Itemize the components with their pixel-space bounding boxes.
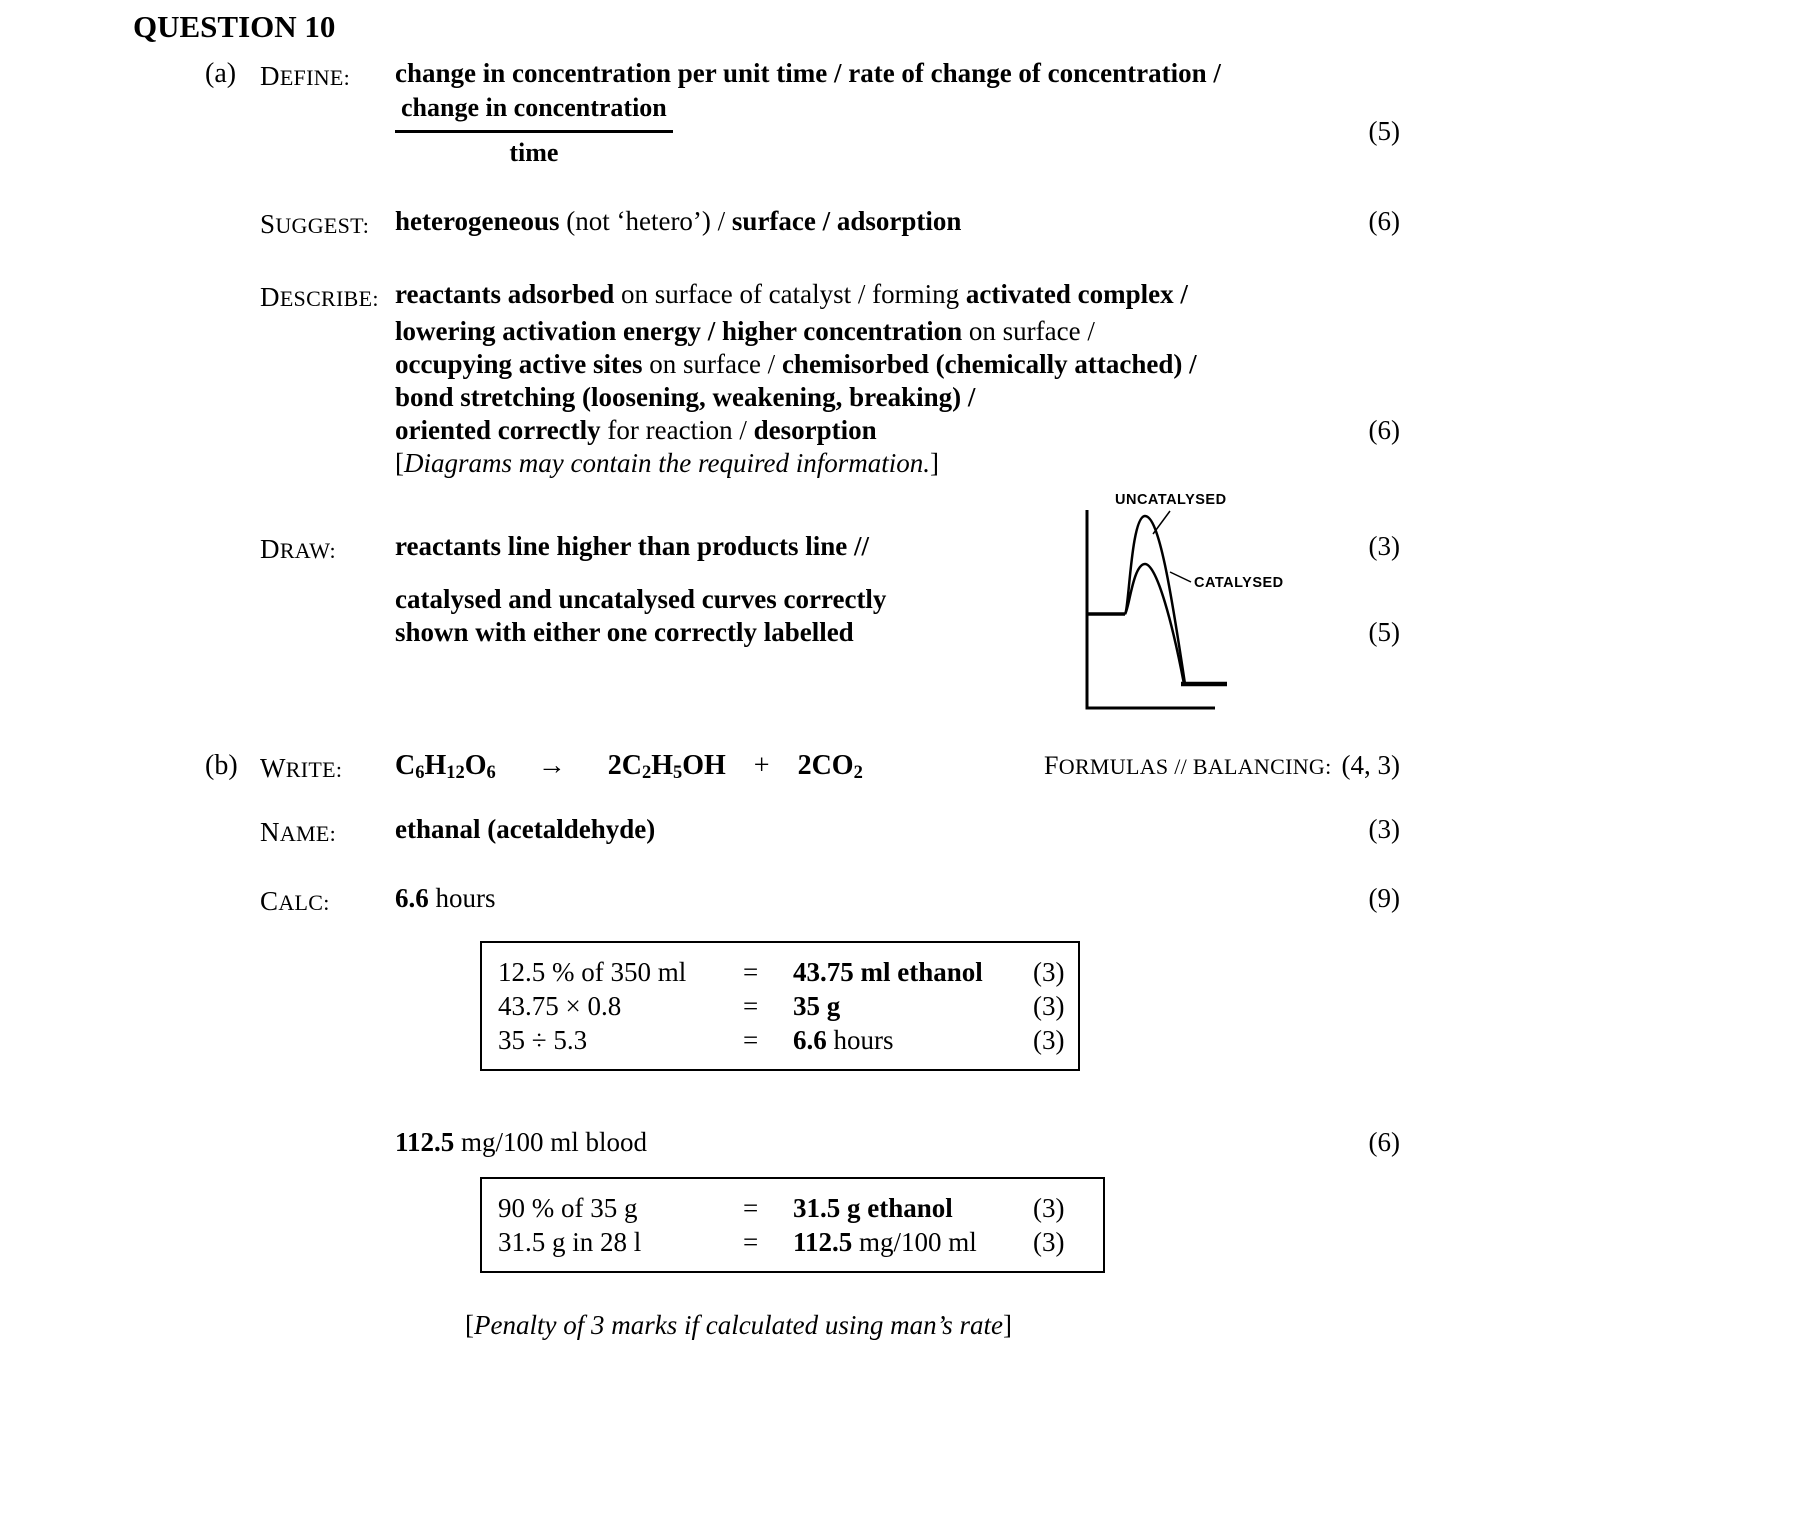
mark-describe: (6) (1368, 414, 1400, 445)
content-column (133, 8, 1400, 1342)
draw-point-1: reactants line higher than products line // (395, 530, 870, 561)
question-title: QUESTION 10 (133, 9, 336, 44)
draw-point-2-line-2: shown with either one correctly labelled (395, 616, 854, 647)
mark-box-row: (3) (1033, 956, 1065, 987)
chemical-equation: C6H12O6 → 2C2H5OH + 2CO2 (395, 749, 863, 782)
energy-axis (1087, 510, 1215, 708)
name-row (133, 813, 1400, 850)
draw-section (133, 491, 1400, 649)
calc-result: 6.6 hours (793, 1024, 894, 1055)
uncatalysed-curve (1125, 516, 1185, 684)
define-answer-line: change in concentration per unit time / rate of change of concentration / (395, 58, 1221, 88)
prompt-suggest: SUGGEST: (260, 208, 370, 239)
prompt-draw: DRAW: (260, 533, 336, 564)
calc-box-row (498, 955, 1065, 989)
suggest-row (133, 205, 1400, 242)
catalysed-label: CATALYSED (1194, 574, 1284, 591)
calc-answer-2: 112.5 mg/100 ml blood (395, 1126, 648, 1157)
calc-expression: 12.5 % of 350 ml (498, 956, 687, 987)
equals-sign: = (743, 1226, 759, 1257)
describe-line: bond stretching (loosening, weakening, breaking) / (395, 381, 976, 412)
calc-box-2-wrap (480, 1177, 1400, 1273)
catalysed-pointer-line (1170, 572, 1191, 582)
calc-box-time (480, 941, 1080, 1071)
mark-suggest: (6) (1368, 205, 1400, 236)
mark-define: (5) (1368, 115, 1400, 146)
describe-line: oriented correctly for reaction / desorption (395, 414, 877, 445)
fraction-numerator: change in concentration (395, 94, 673, 133)
part-b-label: (b) (205, 749, 238, 781)
describe-row-1 (133, 278, 1400, 315)
calc-answer-2-row (133, 1126, 1400, 1159)
formulas-balancing-label: FORMULAS // BALANCING: (1043, 750, 1332, 780)
equals-sign: = (743, 1024, 759, 1055)
calc-box-row (498, 989, 1065, 1023)
mark-calc-1: (9) (1368, 882, 1400, 913)
rate-fraction (395, 94, 673, 167)
prompt-write: WRITE: (260, 752, 343, 783)
draw-point-2-line-1: catalysed and uncatalysed curves correctly (395, 583, 887, 614)
define-fraction-row (133, 94, 1400, 169)
describe-line: occupying active sites on surface / chemisorbed (chemically attached) / (395, 348, 1197, 379)
describe-row-5 (133, 414, 1400, 447)
energy-profile-diagram (1077, 486, 1312, 718)
calc-expression: 43.75 × 0.8 (498, 990, 622, 1021)
mark-calc-2: (6) (1368, 1126, 1400, 1157)
uncatalysed-pointer-line (1153, 511, 1170, 534)
describe-row-4 (133, 381, 1400, 414)
write-row (133, 749, 1400, 789)
mark-name: (3) (1368, 813, 1400, 844)
name-answer: ethanal (acetaldehyde) (395, 813, 656, 844)
prompt-define: DEFINE: (260, 61, 351, 91)
calc-result: 112.5 mg/100 ml (793, 1226, 977, 1257)
uncatalysed-label: UNCATALYSED (1115, 491, 1227, 508)
write-marks-cell (863, 749, 1400, 783)
calc-expression: 31.5 g in 28 l (498, 1226, 642, 1257)
prompt-describe: DESCRIBE: (260, 281, 379, 312)
fraction-denominator: time (509, 137, 559, 167)
mark-draw-1: (3) (1368, 530, 1400, 561)
mark-box-row: (3) (1033, 1024, 1065, 1055)
mark-write: (4, 3) (1341, 749, 1400, 780)
suggest-answer: heterogeneous (not ‘hetero’) / surface / adsorption (395, 205, 962, 236)
calc-expression: 35 ÷ 5.3 (498, 1024, 588, 1055)
calc-expression: 90 % of 35 g (498, 1192, 638, 1223)
mark-box-row: (3) (1033, 990, 1065, 1021)
calc-result: 35 g (793, 990, 841, 1021)
prompt-calc: CALC: (260, 885, 330, 916)
define-row (133, 57, 1400, 94)
equals-sign: = (743, 1192, 759, 1223)
describe-line: lowering activation energy / higher concentration on surface / (395, 315, 1095, 346)
part-a-label: (a) (205, 58, 237, 89)
calc-box-1-wrap (480, 941, 1400, 1071)
mark-draw-2: (5) (1368, 616, 1400, 647)
describe-note: [Diagrams may contain the required information.] (395, 447, 939, 478)
calc-row (133, 882, 1400, 919)
describe-row-3 (133, 348, 1400, 381)
calc-box-blood (480, 1177, 1105, 1273)
prompt-name: NAME: (260, 816, 337, 847)
describe-note-row (133, 447, 1400, 480)
calc-box-row (498, 1225, 1087, 1259)
penalty-note: [Penalty of 3 marks if calculated using man’s rate] (465, 1309, 1012, 1340)
calc-result: 31.5 g ethanol (793, 1192, 953, 1223)
calc-answer-1: 6.6 hours (395, 882, 496, 913)
describe-line: reactants adsorbed on surface of catalyst / forming activated complex / (395, 278, 1188, 309)
mark-box-row: (3) (1033, 1192, 1065, 1223)
calc-result: 43.75 ml ethanol (793, 956, 983, 987)
calc-box-row (498, 1023, 1065, 1057)
calc-box-row (498, 1191, 1087, 1225)
equals-sign: = (743, 990, 759, 1021)
equals-sign: = (743, 956, 759, 987)
describe-row-2 (133, 315, 1400, 348)
mark-box-row: (3) (1033, 1226, 1065, 1257)
